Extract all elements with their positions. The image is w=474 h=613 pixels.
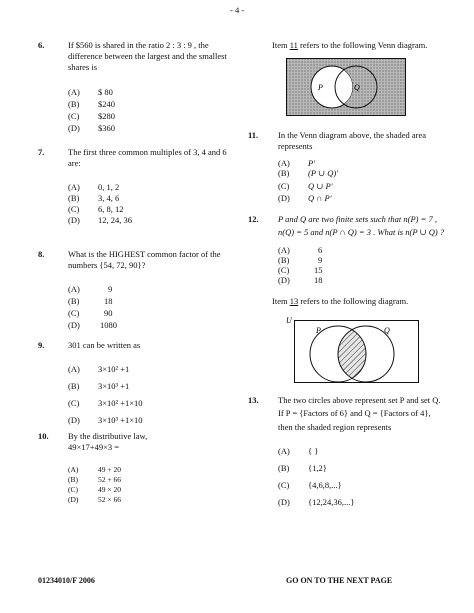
answer-option[interactable]: (D) Q ∩ P′ [278, 193, 332, 203]
question-number: 11. [248, 130, 259, 140]
answer-option[interactable]: (C) $280 [68, 111, 115, 121]
question-stem: The two circles above represent set P and set Q. [278, 395, 441, 405]
answer-option[interactable]: (C) 49 × 20 [68, 485, 121, 494]
question-stem: If $560 is shared in the ratio 2 : 3 : 9 , the [68, 40, 209, 50]
question-stem: If P = {Factors of 6} and Q = {Factors of 4}, [278, 408, 431, 418]
next-page-notice: GO ON TO THE NEXT PAGE [286, 576, 393, 585]
question-stem: are: [68, 158, 81, 168]
label-q: Q [384, 326, 390, 335]
venn-diagram-2 [286, 314, 420, 384]
question-number: 12. [248, 214, 259, 224]
question-stem: shares is [68, 62, 98, 72]
question-stem: represents [278, 141, 313, 151]
answer-option[interactable]: (D) 52 × 66 [68, 495, 121, 504]
answer-option[interactable]: (B) 18 [68, 296, 113, 306]
label-p: P [316, 326, 321, 335]
answer-option[interactable]: (A) P′ [278, 158, 316, 168]
page-number: - 4 - [230, 5, 245, 15]
question-number: 7. [38, 147, 45, 157]
answer-option[interactable]: (D) 1080 [68, 320, 117, 330]
answer-option[interactable]: (C) {4,6,8,...} [278, 480, 342, 490]
answer-option[interactable]: (C) Q ∪ P′ [278, 181, 333, 191]
answer-option[interactable]: (D) $360 [68, 123, 115, 133]
answer-option[interactable]: (A) $ 80 [68, 87, 113, 97]
label-u: U [286, 316, 292, 325]
question-number: 13. [248, 395, 259, 405]
answer-option[interactable]: (D) {12,24,36,...} [278, 497, 355, 507]
answer-option[interactable]: (A) 9 [68, 284, 113, 294]
answer-option[interactable]: (B) $240 [68, 99, 115, 109]
answer-option[interactable]: (A) 0, 1, 2 [68, 182, 120, 192]
question-stem: difference between the largest and the smallest [68, 51, 227, 61]
question-stem: By the distributive law, [68, 431, 148, 441]
answer-option[interactable]: (B) (P ∪ Q)′ [278, 168, 339, 178]
answer-option[interactable]: (A) 49 + 20 [68, 465, 121, 474]
answer-option[interactable]: (B) 9 [278, 255, 323, 265]
item-reference: Item 13 refers to the following diagram. [272, 296, 409, 306]
answer-option[interactable]: (A) { } [278, 446, 319, 456]
answer-option[interactable]: (D) 18 [278, 275, 323, 285]
answer-option[interactable]: (A) 6 [278, 245, 323, 255]
answer-option[interactable]: (C) 90 [68, 308, 113, 318]
answer-option[interactable]: (B) 3×10³ +1 [68, 381, 130, 391]
question-number: 8. [38, 249, 45, 259]
answer-option[interactable]: (A) 3×10² +1 [68, 364, 130, 374]
answer-option[interactable]: (B) 3, 4, 6 [68, 193, 120, 203]
item-reference: Item 11 refers to the following Venn diagram. [272, 40, 428, 50]
answer-option[interactable]: (B) 52 + 66 [68, 475, 121, 484]
question-stem: 49×17+49×3 = [68, 442, 120, 452]
label-q: Q [354, 83, 360, 92]
answer-option[interactable]: (B) {1,2} [278, 463, 327, 473]
answer-option[interactable]: (D) 3×10³ +1×10 [68, 415, 143, 425]
question-number: 6. [38, 40, 45, 50]
exam-code: 01234010/F 2006 [38, 576, 95, 585]
answer-option[interactable]: (D) 12, 24, 36 [68, 215, 132, 225]
question-stem: n(Q) = 5 and n(P ∩ Q) = 3 . What is n(P ∪ Q) ? [278, 227, 445, 237]
question-number: 9. [38, 340, 45, 350]
question-number: 10. [38, 431, 49, 441]
label-p: P [318, 83, 323, 92]
answer-option[interactable]: (C) 3×10² +1×10 [68, 398, 143, 408]
question-stem: In the Venn diagram above, the shaded area [278, 130, 427, 140]
question-stem: The first three common multiples of 3, 4 and 6 [68, 147, 227, 157]
question-stem: 301 can be written as [68, 340, 141, 350]
question-stem: What is the HIGHEST common factor of the [68, 249, 221, 259]
answer-option[interactable]: (C) 15 [278, 265, 323, 275]
venn-diagram-1 [286, 58, 406, 116]
question-stem: P and Q are two finite sets such that n(P) = 7 , [278, 214, 437, 224]
question-stem: then the shaded region represents [278, 422, 392, 432]
question-stem: numbers {54, 72, 90}? [68, 260, 146, 270]
answer-option[interactable]: (C) 6, 8, 12 [68, 204, 124, 214]
